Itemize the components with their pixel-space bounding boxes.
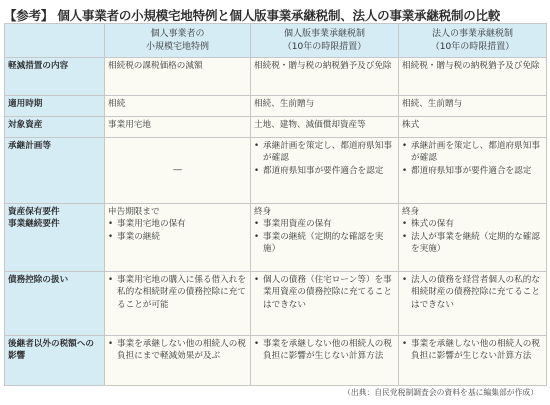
cell [105, 272, 251, 336]
list-item: • 事業の継続（定期的な確認を実施） [254, 231, 384, 254]
cell: 株式 [399, 117, 547, 138]
cell [105, 336, 251, 386]
page-title: 【参考】 個人事業者の小規模宅地特例と個人版事業承継税制、法人の事業承継税制の比較 [4, 8, 501, 23]
header-corporate-succession: 法人の事業承継税制 （10年の時限措置） [399, 24, 547, 58]
list-item: • 株式の保有 [402, 219, 454, 230]
row-label-period: 適用時期 [5, 96, 105, 117]
row-label-others: 後継者以外の税額への影響 [5, 336, 105, 386]
cell [251, 272, 399, 336]
row-label-assets: 対象資産 [5, 117, 105, 138]
row-label-debt: 債務控除の扱い [5, 272, 105, 336]
table-row [5, 96, 547, 117]
comparison-table [4, 23, 547, 386]
row-label-relief: 軽減措置の内容 [5, 58, 105, 96]
list-item: • 事業を承継しない他の相続人の税負担に影響が生じない計算方法 [254, 339, 392, 362]
row-label-plan: 承継計画等 [5, 138, 105, 204]
cell: 相続税の課税価格の減額 [105, 58, 251, 96]
list-item: • 法人の債務を経営者個人の私的な相続財産の債務控除に充てることはできない [402, 275, 540, 310]
list-item: • 事業の継続 [108, 231, 160, 242]
list-item: • 承継計画を策定し、都道府県知事が確認 [254, 141, 392, 164]
cell: 土地、建物、減価償却資産等 [251, 117, 399, 138]
table-row [5, 58, 547, 96]
cell [251, 336, 399, 386]
header-individual-succession: 個人版事業承継税制 （10年の時限措置） [251, 24, 399, 58]
list-item: • 法人が事業を継続（定期的な確認を実施） [402, 231, 540, 254]
header-small-land: 個人事業者の 小規模宅地特例 [105, 24, 251, 58]
table-row [5, 272, 547, 336]
list-item: • 都道府県知事が要件適合を認定 [402, 165, 532, 176]
list-item: • 事業を承継しない他の相続人の税負担に影響が生じない計算方法 [402, 339, 540, 362]
cell: ― [105, 138, 251, 204]
cell: 相続税・贈与税の納税猶予及び免除 [399, 58, 547, 96]
cell: 終身 • 事業用資産の保有 • 事業の継続（定期的な確認を実施） [251, 204, 399, 272]
corner-cell [5, 24, 105, 58]
list-item: • 事業用資産の保有 [254, 219, 332, 230]
cell: 終身 • 株式の保有 • 法人が事業を継続（定期的な確認を実施） [399, 204, 547, 272]
cell: 相続 [105, 96, 251, 117]
header-row [5, 24, 547, 58]
list-item: • 事業を承継しない他の相続人の税負担にまで軽減効果が及ぶ [108, 339, 246, 362]
cell: 事業用宅地 [105, 117, 251, 138]
source-note: （出典：自民党税制調査会の資料を基に編集部が作成） [343, 388, 538, 397]
cell: 相続税・贈与税の納税猶予及び免除 [251, 58, 399, 96]
list-item: • 都道府県知事が要件適合を認定 [254, 165, 384, 176]
cell [399, 138, 547, 204]
cell: 申告期限まで • 事業用宅地の保有 • 事業の継続 [105, 204, 251, 272]
table-row [5, 117, 547, 138]
list-item: • 承継計画を策定し、都道府県知事が確認 [402, 141, 540, 164]
cell: 相続、生前贈与 [399, 96, 547, 117]
list-item: • 個人の債務（住宅ローン等）を事業用資産の債務控除に充てることはできない [254, 275, 392, 310]
cell: 相続、生前贈与 [251, 96, 399, 117]
table-row [5, 138, 547, 204]
list-item: • 事業用宅地の保有 [108, 219, 186, 230]
table-row [5, 204, 547, 272]
list-item: • 事業用宅地の購入に係る借入れを私的な相続財産の債務控除に充てることが可能 [108, 275, 246, 310]
cell [399, 336, 547, 386]
cell [399, 272, 547, 336]
table-row [5, 336, 547, 386]
cell [251, 138, 399, 204]
row-label-holding: 資産保有要件 事業継続要件 [5, 204, 105, 272]
